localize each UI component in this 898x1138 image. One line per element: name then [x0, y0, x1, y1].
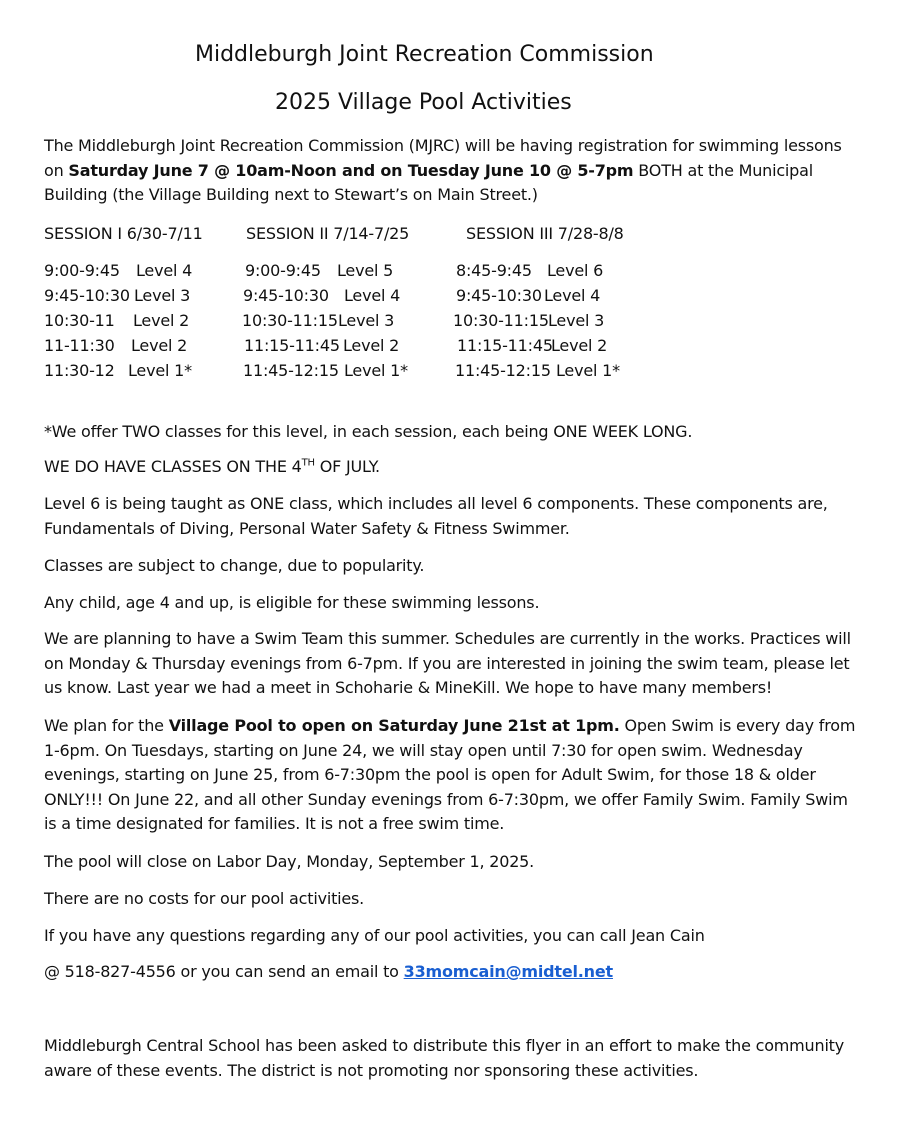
level-6-paragraph: Level 6 is being taught as ONE class, which includes all level 6 components. These components are, Fundamentals of Diving, Personal Water Safety & Fitness Swimmer.: [44, 494, 828, 538]
schedule-level: Level 2: [343, 336, 400, 355]
pool-text-pre: We plan for the: [44, 716, 169, 735]
schedule-level: Level 3: [134, 286, 191, 305]
costs-note: There are no costs for our pool activities.: [44, 889, 365, 908]
footnote: *We offer TWO classes for this level, in each session, each being ONE WEEK LONG.: [44, 422, 693, 441]
schedule-time: 11-11:30: [44, 336, 115, 355]
session-3-header: SESSION III 7/28-8/8: [466, 224, 624, 243]
session-2-header: SESSION II 7/14-7/25: [246, 224, 410, 243]
schedule-time: 11:30-12: [44, 361, 115, 380]
pool-text-post: Open Swim is every day from 1-6pm. On Tuesdays, starting on June 24, we will stay open until 7:30 for open swim. Wednesday evenings, starting on June 25, from 6-7:30pm the pool is open for Adult Swim, for those 18 & older ONLY!!! On June 22, and all other Sunday evenings from 6-7:30pm, we offer Family Swim. Family Swim is a time designated for families. It is not a free swim time.: [44, 716, 856, 833]
schedule-level: Level 4: [544, 286, 601, 305]
schedule-level: Level 2: [131, 336, 188, 355]
july4-superscript: TH: [301, 457, 315, 469]
change-note: Classes are subject to change, due to popularity.: [44, 556, 425, 575]
schedule-time: 11:45-12:15: [455, 361, 551, 380]
contact-line: [44, 960, 859, 985]
pool-opening-date: Village Pool to open on Saturday June 21st at 1pm.: [168, 716, 620, 735]
schedule-time: 9:45-10:30: [243, 286, 329, 305]
schedule-level: Level 2: [551, 336, 608, 355]
schedule-time: 9:00-9:45: [245, 261, 321, 280]
eligibility-note: Any child, age 4 and up, is eligible for these swimming lessons.: [44, 593, 540, 612]
july-4th-note: [44, 455, 859, 480]
flyer-title: Middleburgh Joint Recreation Commission: [195, 42, 654, 67]
flyer-subtitle: 2025 Village Pool Activities: [275, 90, 572, 115]
schedule-time: 9:45-10:30: [456, 286, 542, 305]
contact-phone-text: @ 518-827-4556 or you can send an email to: [44, 962, 404, 981]
email-link[interactable]: 33momcain@midtel.net: [403, 962, 613, 981]
schedule-level: Level 3: [548, 311, 605, 330]
schedule-level: Level 2: [133, 311, 190, 330]
schedule-time: 11:15-11:45: [244, 336, 340, 355]
schedule-time: 11:45-12:15: [243, 361, 339, 380]
schedule-time: 10:30-11:15: [242, 311, 338, 330]
schedule-time: 10:30-11: [44, 311, 115, 330]
schedule-time: 8:45-9:45: [456, 261, 532, 280]
schedule-level: Level 4: [344, 286, 401, 305]
schedule-level: Level 1*: [344, 361, 408, 380]
schedule-time: 10:30-11:15: [453, 311, 549, 330]
schedule-level: Level 6: [547, 261, 604, 280]
schedule-time: 9:00-9:45: [44, 261, 120, 280]
schedule-time: 11:15-11:45: [457, 336, 553, 355]
session-1-header: SESSION I 6/30-7/11: [44, 224, 203, 243]
july4-text-post: OF JULY.: [314, 457, 380, 476]
questions-note: If you have any questions regarding any of our pool activities, you can call Jean Cain: [44, 926, 705, 945]
schedule-level: Level 5: [337, 261, 394, 280]
disclaimer-paragraph: Middleburgh Central School has been asked to distribute this flyer in an effort to make the community aware of these events. The district is not promoting nor sponsoring these activities.: [44, 1036, 845, 1080]
registration-paragraph: [44, 134, 859, 208]
schedule-level: Level 3: [338, 311, 395, 330]
closing-note: The pool will close on Labor Day, Monday, September 1, 2025.: [44, 852, 535, 871]
intro-text-1: The Middleburgh Joint Recreation Commission (MJRC) will be having registration for swimming lessons on: [44, 136, 842, 180]
intro-text-2: BOTH at the Municipal Building (the Village Building next to Stewart’s on Main Street.): [44, 160, 813, 204]
schedule-level: Level 1*: [128, 361, 192, 380]
schedule-level: Level 4: [136, 261, 193, 280]
schedule-level: Level 1*: [556, 361, 620, 380]
swim-team-paragraph: We are planning to have a Swim Team this summer. Schedules are currently in the works. Practices will on Monday & Thursday evenings from 6-7pm. If you are interested in joining the swim team, please let us know. Last year we had a meet in Schoharie & MineKill. We hope to have many members!: [44, 629, 851, 697]
july4-text-pre: WE DO HAVE CLASSES ON THE 4: [44, 457, 302, 476]
pool-schedule-paragraph: [44, 714, 859, 837]
schedule-time: 9:45-10:30: [44, 286, 130, 305]
registration-dates: Saturday June 7 @ 10am-Noon and on Tuesday June 10 @ 5-7pm: [68, 160, 634, 180]
